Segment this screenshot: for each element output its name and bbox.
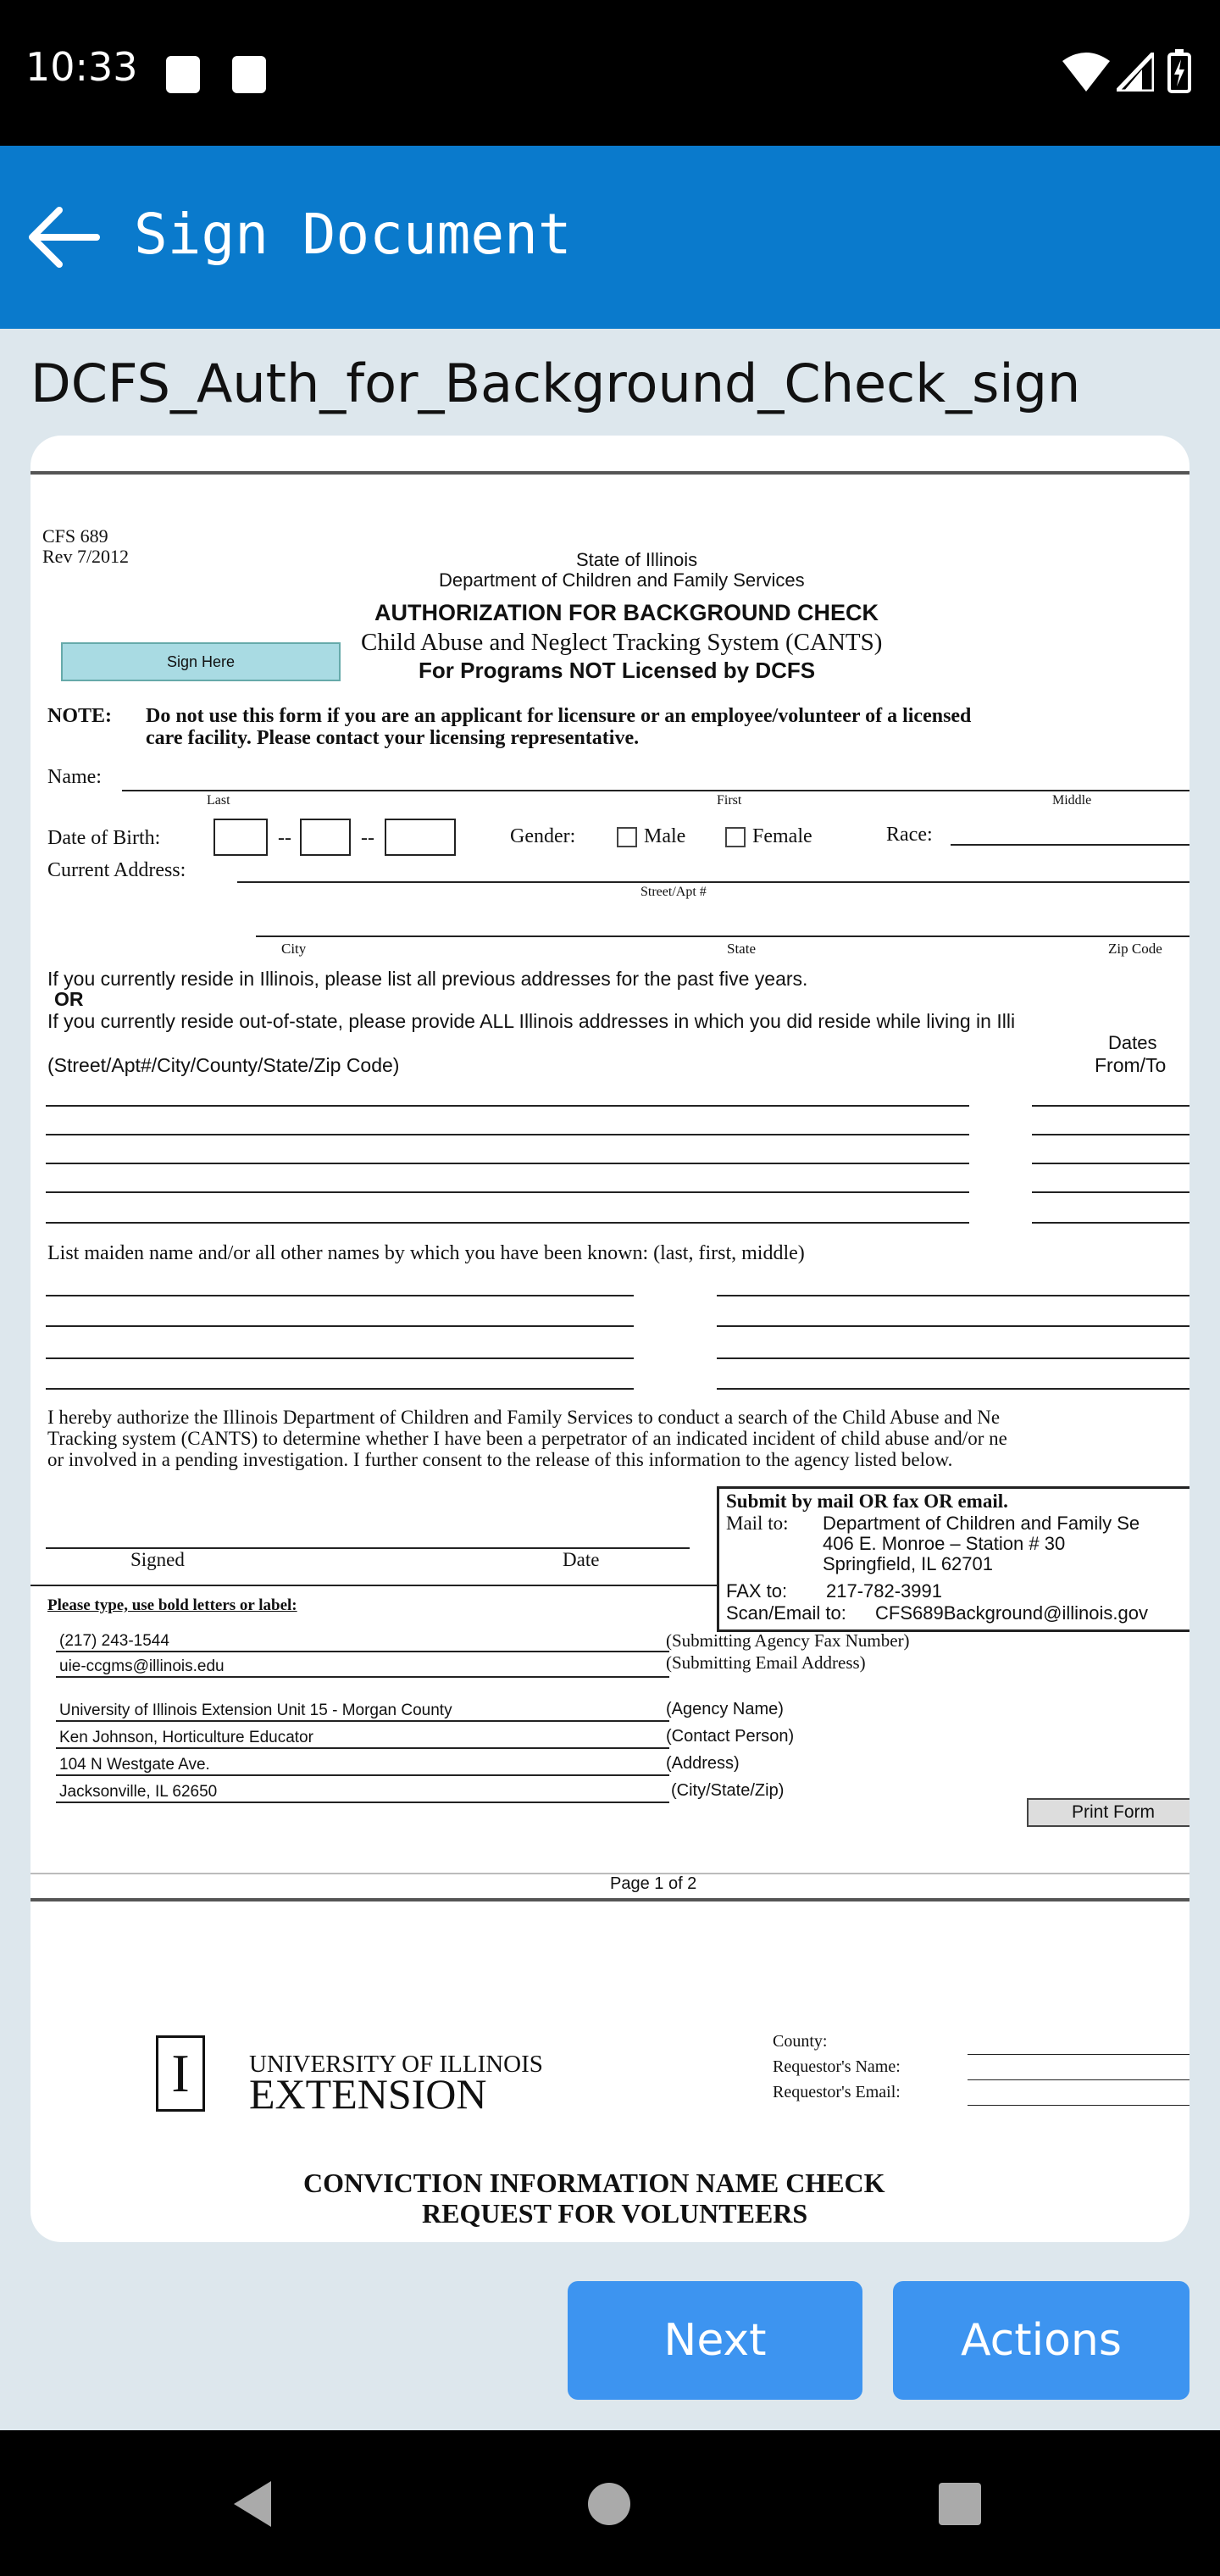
dob-day-field[interactable]	[300, 819, 351, 856]
other-name-line	[46, 1388, 634, 1390]
requestor-name-label: Requestor's Name:	[773, 2057, 901, 2076]
other-name-line	[717, 1388, 1190, 1390]
race-line	[951, 844, 1190, 846]
address-line	[46, 1191, 969, 1193]
form-rev: Rev 7/2012	[42, 546, 130, 567]
reside-out-of-state: If you currently reside out-of-state, please provide ALL Illinois addresses in which you did reside while living in Illi	[47, 1010, 1016, 1032]
university-logo-icon: I	[156, 2035, 205, 2112]
signed-caption: Signed	[130, 1549, 185, 1570]
contact-person-value: Ken Johnson, Horticulture Educator	[59, 1729, 313, 1746]
agency-email-value: uie-ccgms@illinois.edu	[59, 1657, 225, 1675]
dob-dash-1: --	[278, 827, 291, 849]
dates-line	[1032, 1163, 1190, 1164]
requestor-email-label: Requestor's Email:	[773, 2083, 901, 2101]
first-caption: First	[717, 793, 742, 808]
fax-label: FAX to:	[726, 1580, 788, 1602]
county-line	[968, 2054, 1190, 2055]
form-title: AUTHORIZATION FOR BACKGROUND CHECK	[374, 600, 879, 625]
female-checkbox[interactable]	[725, 827, 746, 847]
authorization-line-3: or involved in a pending investigation. I further consent to the release of this information to the agency listed below.	[47, 1449, 953, 1470]
agency-email-line	[56, 1676, 669, 1678]
dob-year-field[interactable]	[385, 819, 456, 856]
nav-recents-icon[interactable]	[937, 2481, 983, 2527]
page-divider	[30, 471, 1190, 475]
male-checkbox[interactable]	[617, 827, 637, 847]
name-label: Name:	[47, 766, 102, 788]
department-label: Department of Children and Family Services	[439, 569, 805, 591]
form-subtitle: Child Abuse and Neglect Tracking System (CANTS)	[361, 629, 883, 656]
authorization-line-1: I hereby authorize the Illinois Department of Children and Family Services to conduct a search of the Child Abuse and Ne	[47, 1407, 1001, 1428]
dates-line	[1032, 1134, 1190, 1135]
other-name-line	[46, 1295, 634, 1296]
notification-note-icon	[166, 56, 200, 93]
navigation-bar	[0, 2430, 1220, 2576]
address-street-line	[237, 881, 1190, 883]
mail-line-1: Department of Children and Family Se	[823, 1513, 1140, 1534]
other-name-line	[717, 1357, 1190, 1359]
note-label: NOTE:	[47, 705, 113, 727]
city-state-zip-value: Jacksonville, IL 62650	[59, 1783, 218, 1801]
agency-fax-line	[56, 1651, 669, 1652]
maiden-names-label: List maiden name and/or all other names by which you have been known: (last, first, middle)	[47, 1242, 805, 1264]
state-label: State of Illinois	[576, 549, 698, 570]
page-break	[30, 1898, 1190, 1901]
city-state-zip-line	[56, 1802, 669, 1803]
signal-icon	[1117, 53, 1154, 92]
form-id: CFS 689	[42, 525, 108, 547]
male-label: Male	[644, 825, 686, 847]
next-button[interactable]: Next	[568, 2281, 862, 2400]
address-label: Current Address:	[47, 859, 186, 881]
other-name-line	[717, 1295, 1190, 1296]
note-line-2: care facility. Please contact your licensing representative.	[146, 727, 640, 749]
contact-person-caption: (Contact Person)	[666, 1727, 795, 1746]
submit-info-box	[717, 1486, 1190, 1632]
zip-caption: Zip Code	[1108, 941, 1162, 957]
address-value-line	[56, 1774, 669, 1776]
address-line	[46, 1222, 969, 1224]
document-preview[interactable]	[30, 436, 1190, 2242]
city-caption: City	[281, 941, 307, 957]
authorization-line-2: Tracking system (CANTS) to determine whether I have been a perpetrator of an indicated incident of child abuse and/or ne	[47, 1428, 1007, 1449]
county-label: County:	[773, 2032, 828, 2051]
agency-fax-value: (217) 243-1544	[59, 1632, 169, 1650]
agency-fax-caption: (Submitting Agency Fax Number)	[666, 1630, 910, 1651]
scan-email: CFS689Background@illinois.gov	[875, 1602, 1148, 1624]
dates-line	[1032, 1191, 1190, 1193]
page-number: Page 1 of 2	[610, 1874, 697, 1893]
scan-label: Scan/Email to:	[726, 1602, 846, 1624]
section-divider	[30, 1585, 718, 1586]
date-caption: Date	[563, 1549, 600, 1570]
conviction-title-1: CONVICTION INFORMATION NAME CHECK	[303, 2168, 885, 2198]
last-caption: Last	[207, 793, 230, 808]
wifi-icon	[1062, 53, 1110, 92]
middle-caption: Middle	[1052, 793, 1092, 808]
mail-line-2: 406 E. Monroe – Station # 30	[823, 1533, 1066, 1554]
name-line	[122, 790, 1190, 791]
gender-label: Gender:	[510, 825, 576, 847]
type-instruction: Please type, use bold letters or label:	[47, 1596, 297, 1614]
submit-title: Submit by mail OR fax OR email.	[726, 1491, 1008, 1512]
city-state-zip-caption: (City/State/Zip)	[671, 1781, 785, 1800]
status-time: 10:33	[25, 44, 138, 90]
female-label: Female	[752, 825, 812, 847]
address-line	[46, 1105, 969, 1107]
sign-here-button[interactable]: Sign Here	[61, 642, 341, 681]
dob-month-field[interactable]	[214, 819, 268, 856]
mail-line-3: Springfield, IL 62701	[823, 1553, 993, 1574]
agency-name-line	[56, 1720, 669, 1722]
dates-line	[1032, 1222, 1190, 1224]
address-city-line	[256, 935, 1190, 937]
app-title: Sign Document	[134, 202, 572, 267]
battery-charging-icon	[1167, 49, 1191, 93]
dates-label: Dates	[1108, 1032, 1157, 1053]
nav-back-icon[interactable]	[230, 2479, 273, 2529]
address-value: 104 N Westgate Ave.	[59, 1756, 210, 1774]
dob-label: Date of Birth:	[47, 827, 161, 849]
from-to-label: From/To	[1095, 1054, 1167, 1076]
street-caption: Street/Apt #	[640, 885, 707, 899]
dates-line	[1032, 1105, 1190, 1107]
race-label: Race:	[886, 824, 933, 846]
nav-home-icon[interactable]	[586, 2481, 632, 2527]
back-arrow-icon[interactable]	[25, 203, 102, 271]
university-name: UNIVERSITY OF ILLINOIS	[249, 2051, 543, 2078]
agency-name-caption: (Agency Name)	[666, 1700, 784, 1718]
dob-dash-2: --	[361, 827, 374, 849]
other-name-line	[46, 1357, 634, 1359]
extension-name: EXTENSION	[249, 2070, 487, 2118]
requestor-email-line	[968, 2105, 1190, 2106]
agency-email-caption: (Submitting Email Address)	[666, 1652, 866, 1673]
sd-card-icon	[232, 56, 266, 93]
note-line-1: Do not use this form if you are an applicant for licensure or an employee/volunteer of a licensed	[146, 705, 972, 727]
document-name: DCFS_Auth_for_Background_Check_sign	[30, 353, 1081, 414]
actions-button[interactable]: Actions	[893, 2281, 1190, 2400]
reside-illinois: If you currently reside in Illinois, please list all previous addresses for the past five years.	[47, 968, 808, 990]
agency-name-value: University of Illinois Extension Unit 15 - Morgan County	[59, 1702, 452, 1719]
fax-number: 217-782-3991	[826, 1580, 943, 1602]
state-caption: State	[727, 941, 756, 957]
other-name-line	[46, 1325, 634, 1327]
print-form-button[interactable]: Print Form	[1027, 1798, 1190, 1827]
requestor-name-line	[968, 2079, 1190, 2080]
pdf-page	[30, 436, 1190, 2242]
conviction-title-2: REQUEST FOR VOLUNTEERS	[422, 2198, 808, 2229]
status-bar	[0, 0, 1220, 146]
contact-person-line	[56, 1747, 669, 1749]
or-label: OR	[54, 988, 84, 1010]
form-subtitle-2: For Programs NOT Licensed by DCFS	[419, 658, 816, 683]
other-name-line	[717, 1325, 1190, 1327]
mail-to-label: Mail to:	[726, 1513, 789, 1534]
address-line	[46, 1134, 969, 1135]
address-line	[46, 1163, 969, 1164]
address-caption: (Address)	[666, 1754, 740, 1773]
address-columns: (Street/Apt#/City/County/State/Zip Code)	[47, 1054, 400, 1076]
